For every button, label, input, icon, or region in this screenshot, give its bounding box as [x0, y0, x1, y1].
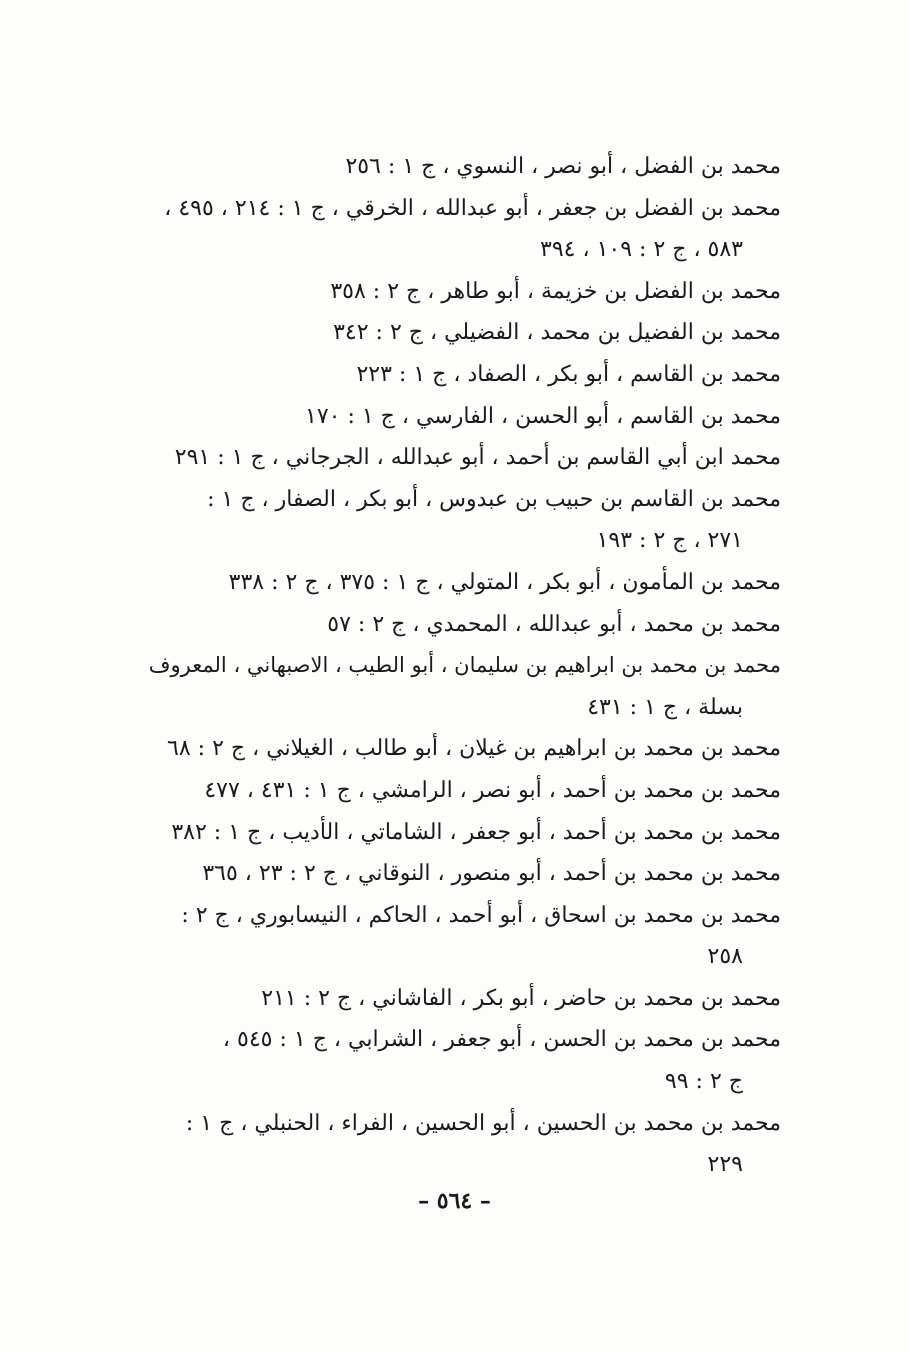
index-entry-line: محمد بن محمد بن ابراهيم بن سليمان ، أبو الطيب ، الاصبهاني ، المعروف: [148, 653, 781, 678]
index-entry-line: محمد بن محمد ، أبو عبدالله ، المحمدي ، ج ٢ : ٥٧: [327, 611, 781, 637]
index-entry-line: محمد بن محمد بن ابراهيم بن غيلان ، أبو طالب ، الغيلاني ، ج ٢ : ٦٨: [167, 736, 781, 762]
index-entry-continuation: ٢٢٩: [707, 1152, 743, 1178]
index-entry-line: محمد بن محمد بن حاضر ، أبو بكر ، الفاشاني ، ج ٢ : ٢١١: [261, 985, 781, 1011]
index-entry-line: محمد بن محمد بن الحسن ، أبو جعفر ، الشرابي ، ج ١ : ٥٤٥ ،: [222, 1027, 781, 1053]
index-entry-line: محمد بن الفضل بن خزيمة ، أبو طاهر ، ج ٢ : ٣٥٨: [330, 278, 781, 304]
page-number: – ٥٦٤ –: [418, 1188, 491, 1214]
index-entries: [141, 146, 781, 1186]
index-entry-line: محمد بن القاسم بن حبيب بن عبدوس ، أبو بكر ، الصفار ، ج ١ :: [207, 486, 781, 512]
index-entry-line: محمد بن الفضيل بن محمد ، الفضيلي ، ج ٢ : ٣٤٢: [333, 320, 781, 346]
index-entry-line: محمد بن الفضل ، أبو نصر ، النسوي ، ج ١ : ٢٥٦: [345, 154, 781, 179]
index-entry-continuation: ٢٧١ ، ج ٢ : ١٩٣: [596, 528, 743, 554]
index-entry-line: محمد ابن أبي القاسم بن أحمد ، أبو عبدالله ، الجرجاني ، ج ١ : ٢٩١: [174, 445, 781, 471]
index-entry-continuation: بسلة ، ج ١ : ٤٣١: [587, 694, 743, 720]
index-entry-continuation: ٥٨٣ ، ج ٢ : ١٠٩ ، ٣٩٤: [540, 237, 743, 263]
index-entry-line: محمد بن محمد بن اسحاق ، أبو أحمد ، الحاكم ، النيسابوري ، ج ٢ :: [181, 902, 781, 928]
index-entry-line: محمد بن القاسم ، أبو بكر ، الصفاد ، ج ١ : ٢٢٣: [356, 361, 781, 387]
index-entry-line: محمد بن المأمون ، أبو بكر ، المتولي ، ج ١ : ٣٧٥ ، ج ٢ : ٣٣٨: [228, 569, 781, 595]
index-entry-line: محمد بن القاسم ، أبو الحسن ، الفارسي ، ج ١ : ١٧٠: [305, 403, 781, 429]
index-entry-line: محمد بن محمد بن أحمد ، أبو جعفر ، الشاماتي ، الأديب ، ج ١ : ٣٨٢: [171, 819, 781, 845]
index-entry-line: محمد بن محمد بن أحمد ، أبو منصور ، النوقاني ، ج ٢ : ٢٣ ، ٣٦٥: [202, 861, 781, 887]
index-entry-continuation: ج ٢ : ٩٩: [664, 1069, 743, 1095]
index-entry-line: محمد بن محمد بن أحمد ، أبو نصر ، الرامشي ، ج ١ : ٤٣١ ، ٤٧٧: [204, 777, 781, 803]
index-entry-line: محمد بن محمد بن الحسين ، أبو الحسين ، الفراء ، الحنبلي ، ج ١ :: [185, 1110, 781, 1136]
index-entry-continuation: ٢٥٨: [707, 944, 743, 970]
index-entry-line: محمد بن الفضل بن جعفر ، أبو عبدالله ، الخرقي ، ج ١ : ٢١٤ ، ٤٩٥ ،: [164, 195, 781, 221]
